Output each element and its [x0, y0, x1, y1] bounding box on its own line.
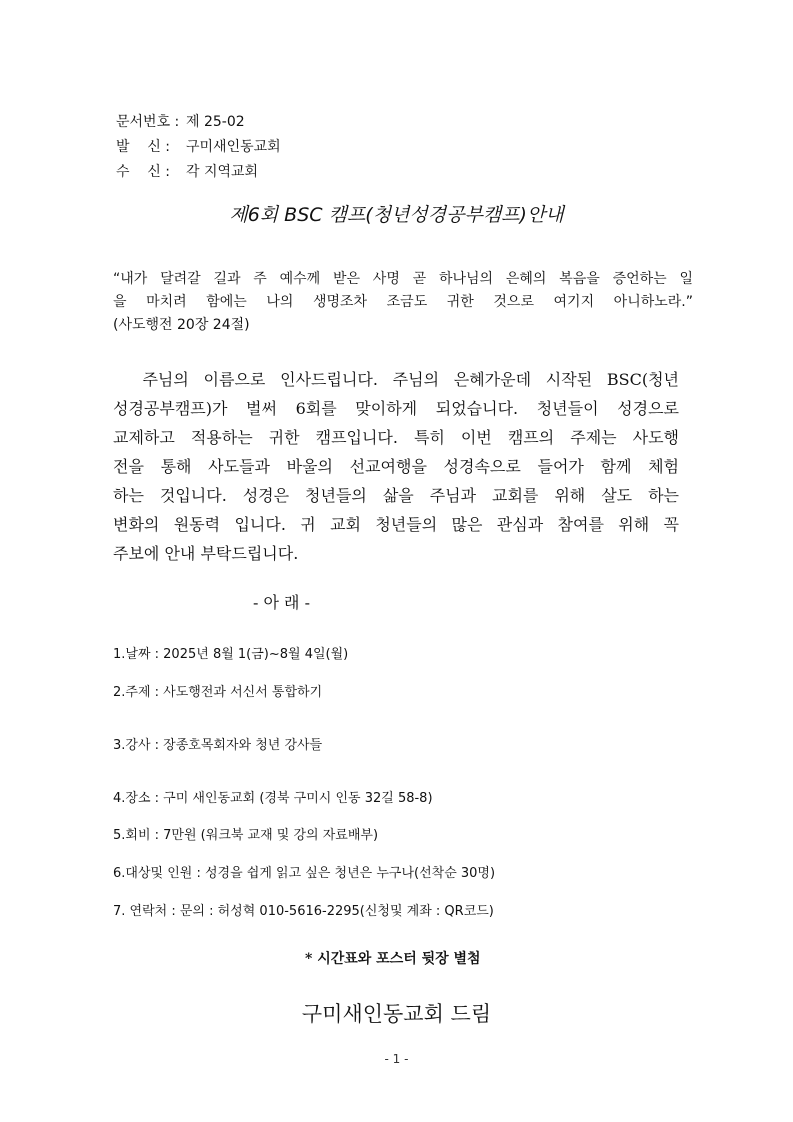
body-line: 변화의 원동력 입니다. 귀 교회 청년들의 많은 관심과 참여를 위해 꼭 [113, 515, 679, 534]
body-line: 하는 것입니다. 성경은 청년들의 삶을 주님과 교회를 위해 살도 하는 [113, 486, 679, 505]
sender-row [116, 135, 281, 160]
verse-reference: (사도행전 20장 24절) [113, 317, 250, 333]
recipient-label: 수 신 : [116, 164, 171, 180]
doc-number-value: 제 25-02 [186, 114, 245, 130]
recipient-row [116, 160, 281, 185]
body-line: 교제하고 적용하는 귀한 캠프입니다. 특히 이번 캠프의 주제는 사도행 [113, 428, 679, 447]
detail-speaker: 3.강사 : 장종호목회자와 청년 강사들 [113, 738, 323, 753]
detail-fee: 5.회비 : 7만원 (워크북 교재 및 강의 자료배부) [113, 828, 379, 843]
detail-theme: 2.주제 : 사도행전과 서신서 통합하기 [113, 685, 323, 700]
page-number: - 1 - [384, 1052, 409, 1066]
scripture-quote [113, 268, 693, 337]
sender-signature: 구미새인동교회 드림 [301, 1002, 492, 1026]
body-line: 성경공부캠프)가 벌써 6회를 맞이하게 되었습니다. 청년들이 성경으로 [113, 399, 679, 418]
doc-number-label: 문서번호 : [116, 114, 180, 130]
document-header [116, 110, 281, 185]
recipient-value: 각 지역교회 [186, 164, 259, 180]
section-heading: - 아 래 - [253, 593, 310, 612]
sender-label: 발 신 : [116, 139, 171, 155]
body-paragraph [113, 365, 679, 568]
doc-number-row [116, 110, 281, 135]
sender-value: 구미새인동교회 [186, 139, 281, 155]
detail-location: 4.장소 : 구미 새인동교회 (경북 구미시 인동 32길 58-8) [113, 791, 433, 806]
body-line: 주님의 이름으로 인사드립니다. 주님의 은혜가운데 시작된 BSC(청년 [113, 370, 679, 389]
verse-line: 을 마치려 함에는 나의 생명조차 조금도 귀한 것으로 여기지 아니하노라.” [113, 294, 693, 310]
body-line: 주보에 안내 부탁드립니다. [113, 544, 299, 563]
document-title: 제6회 BSC 캠프(청년성경공부캠프)안내 [229, 204, 564, 226]
detail-contact: 7. 연락처 : 문의 : 허성혁 010-5616-2295(신청및 계좌 : QR코드) [113, 904, 494, 919]
verse-line: “내가 달려갈 길과 주 예수께 받은 사명 곧 하나님의 은혜의 복음을 증언하는 일 [113, 271, 693, 287]
detail-audience: 6.대상및 인원 : 성경을 쉽게 읽고 싶은 청년은 누구나(선착순 30명) [113, 866, 496, 881]
attachment-note: * 시간표와 포스터 뒷장 별첨 [305, 951, 481, 967]
detail-date: 1.날짜 : 2025년 8월 1(금)~8월 4일(월) [113, 647, 349, 662]
body-line: 전을 통해 사도들과 바울의 선교여행을 성경속으로 들어가 함께 체험 [113, 457, 679, 476]
